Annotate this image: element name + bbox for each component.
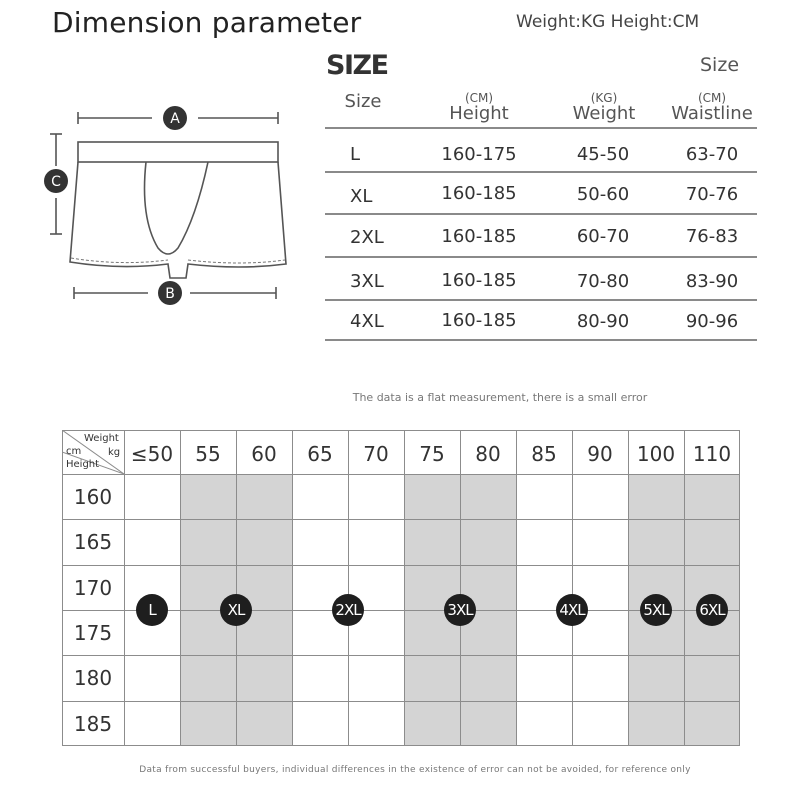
table-cell-height: 160-185 xyxy=(441,183,517,204)
table-cell-waistline: 83-90 xyxy=(685,271,739,292)
grid-line xyxy=(404,430,405,746)
height-column-header: (CM) Height xyxy=(449,91,509,124)
table-cell-weight: 45-50 xyxy=(576,144,630,165)
table-cell-waistline: 63-70 xyxy=(685,144,739,165)
table-rule xyxy=(325,127,757,129)
size-badge-5xl: 5XL xyxy=(640,594,672,626)
table-cell-height: 160-185 xyxy=(441,310,517,331)
grid-line xyxy=(62,474,740,475)
table-cell-weight: 60-70 xyxy=(576,226,630,247)
weight-header-11: 110 xyxy=(692,442,732,466)
table-cell-weight: 70-80 xyxy=(576,271,630,292)
size-badge-l: L xyxy=(136,594,168,626)
waistline-column-header: (CM) Waistline xyxy=(671,91,753,124)
table-cell-size: XL xyxy=(350,186,373,207)
table-cell-height: 160-185 xyxy=(441,270,517,291)
grid-line xyxy=(348,430,349,746)
height-header-175: 175 xyxy=(73,620,113,645)
weight-header-3: 60 xyxy=(251,442,277,466)
height-header-180: 180 xyxy=(73,666,113,691)
weight-header-10: 100 xyxy=(636,442,676,466)
grid-line xyxy=(62,430,740,431)
units-note: Weight:KG Height:CM xyxy=(516,12,700,32)
weight-header-5: 70 xyxy=(363,442,389,466)
corner-cm-label: cm xyxy=(66,446,82,457)
size-badge-3xl: 3XL xyxy=(444,594,476,626)
height-header-165: 165 xyxy=(73,530,113,555)
buyers-note-caption: Data from successful buyers, individual differences in the existence of error can not be avoided, for reference only xyxy=(139,765,691,775)
grid-line xyxy=(62,519,740,520)
table-rule xyxy=(325,299,757,301)
garment-diagram xyxy=(40,98,290,313)
grid-line xyxy=(739,430,740,746)
grid-line xyxy=(180,430,181,746)
table-cell-size: 2XL xyxy=(350,227,384,248)
size-badge-xl: XL xyxy=(220,594,252,626)
grid-line xyxy=(628,430,629,746)
label-c: C xyxy=(51,174,61,190)
weight-header-9: 90 xyxy=(587,442,613,466)
size-label-right: Size xyxy=(700,54,740,76)
table-rule xyxy=(325,256,757,258)
weight-header-1: ≤50 xyxy=(130,442,174,466)
grid-line xyxy=(62,745,740,746)
grid-line xyxy=(62,655,740,656)
size-badge-2xl: 2XL xyxy=(332,594,364,626)
table-cell-waistline: 76-83 xyxy=(685,226,739,247)
table-cell-weight: 50-60 xyxy=(576,184,630,205)
page-title: Dimension parameter xyxy=(52,6,362,39)
grid-line xyxy=(62,565,740,566)
table-cell-size: 4XL xyxy=(350,311,384,332)
table-cell-size: L xyxy=(350,144,361,165)
grid-line xyxy=(516,430,517,746)
table-rule xyxy=(325,171,757,173)
height-header-160: 160 xyxy=(73,485,113,509)
label-b: B xyxy=(165,286,175,302)
table-cell-height: 160-185 xyxy=(441,226,517,247)
flat-measurement-caption: The data is a flat measurement, there is a small error xyxy=(352,391,648,404)
grid-line xyxy=(460,430,461,746)
table-rule xyxy=(325,213,757,215)
weight-header-2: 55 xyxy=(195,442,221,466)
size-badge-4xl: 4XL xyxy=(556,594,588,626)
table-cell-size: 3XL xyxy=(350,271,384,292)
weight-column-header: (KG) Weight xyxy=(572,91,636,124)
weight-header-8: 85 xyxy=(531,442,557,466)
size-heading: SIZE xyxy=(326,50,388,81)
table-rule xyxy=(325,339,757,341)
weight-header-6: 75 xyxy=(419,442,445,466)
grid-line xyxy=(572,430,573,746)
table-cell-waistline: 70-76 xyxy=(685,184,739,205)
grid-line xyxy=(62,701,740,702)
table-cell-weight: 80-90 xyxy=(576,311,630,332)
height-header-170: 170 xyxy=(73,575,113,600)
weight-header-4: 65 xyxy=(307,442,333,466)
size-column-header: Size xyxy=(344,91,382,112)
size-grid xyxy=(62,430,740,746)
grid-line xyxy=(684,430,685,746)
table-cell-waistline: 90-96 xyxy=(685,311,739,332)
table-cell-height: 160-175 xyxy=(441,144,517,165)
grid-line xyxy=(236,430,237,746)
label-a: A xyxy=(170,111,180,127)
height-header-185: 185 xyxy=(73,711,113,736)
size-badge-6xl: 6XL xyxy=(696,594,728,626)
corner-kg-label: kg xyxy=(108,447,121,458)
grid-line xyxy=(124,430,125,746)
corner-height-label: Height xyxy=(66,459,100,470)
corner-weight-label: Weight xyxy=(84,433,119,444)
weight-header-7: 80 xyxy=(475,442,501,466)
grid-line xyxy=(292,430,293,746)
